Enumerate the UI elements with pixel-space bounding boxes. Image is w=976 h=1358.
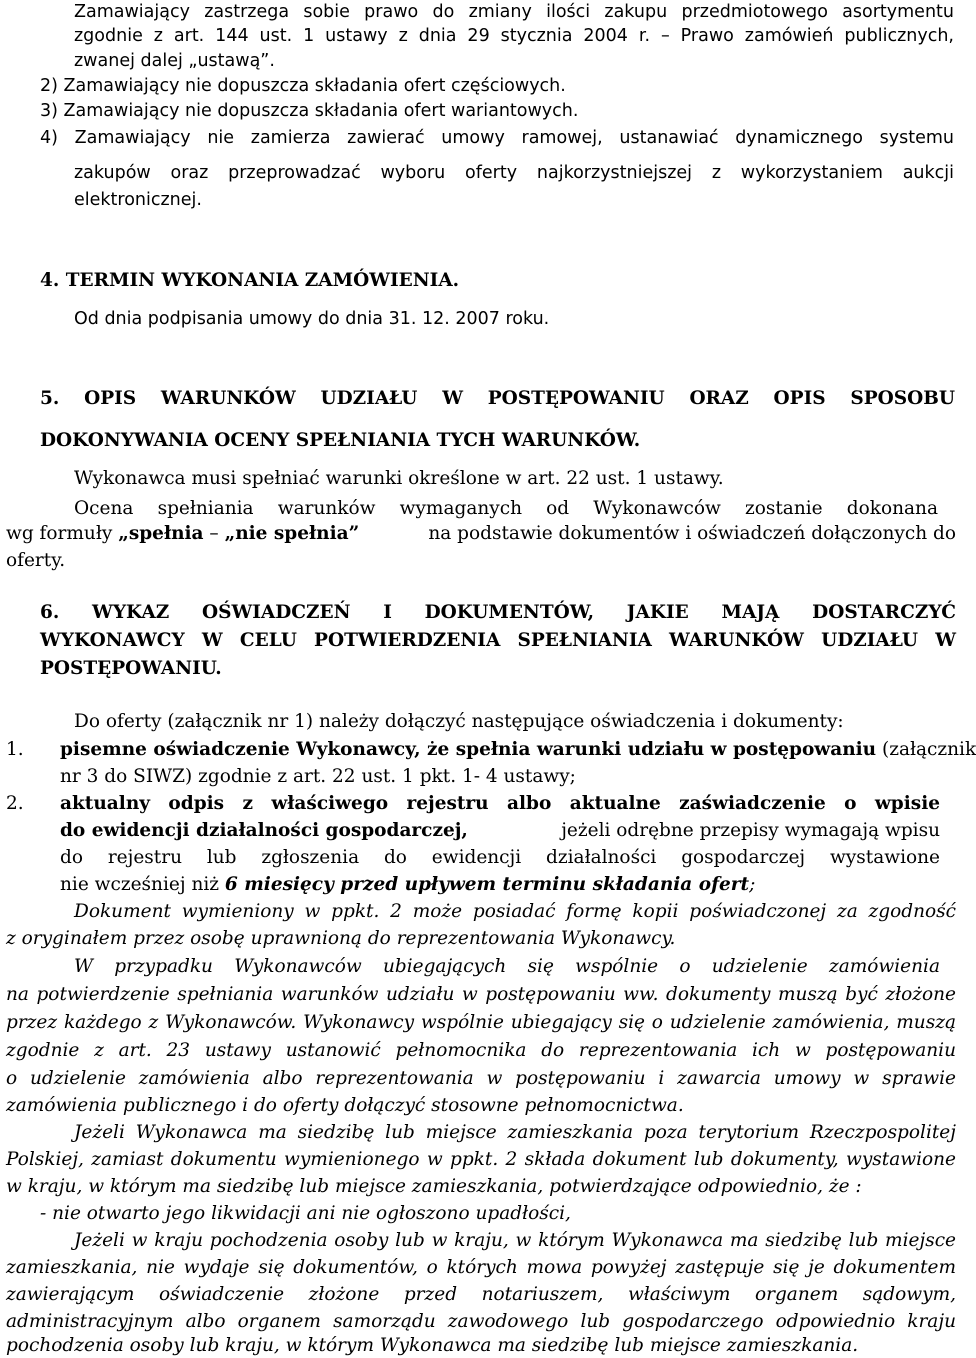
section-heading: 4. TERMIN WYKONANIA ZAMÓWIENIA. xyxy=(40,270,460,291)
text-line: oferty. xyxy=(6,550,66,571)
text-line: w kraju, w którym ma siedzibę lub miejsce zamieszkania, potwierdzające odpowiednio, że : xyxy=(6,1176,862,1197)
text-line: Do oferty (załącznik nr 1) należy dołączyć następujące oświadczenia i dokumenty: xyxy=(74,711,844,732)
text-span: (załącznik xyxy=(876,739,976,760)
bold-span: pisemne oświadczenie Wykonawcy, że spełnia warunki udziału w postępowaniu xyxy=(60,739,877,760)
text-span: nie wcześniej niż xyxy=(60,874,225,895)
bold-italic-span: 6 miesięcy przed upływem terminu składania ofert xyxy=(224,874,750,895)
section-heading: POSTĘPOWANIU. xyxy=(40,658,222,679)
text-line: Polskiej, zamiast dokumentu wymienionego w ppkt. 2 składa dokument lub dokumenty, wystawione xyxy=(6,1149,956,1170)
text-line: pochodzenia osoby lub kraju, w którym Wykonawca ma siedzibę lub miejsce zamieszkania. xyxy=(6,1335,859,1356)
list-item xyxy=(60,819,940,843)
text-line xyxy=(6,522,956,546)
text-line: W przypadku Wykonawców ubiegających się wspólnie o udzielenie zamówienia xyxy=(74,956,940,977)
bold-span: „nie spełnia” xyxy=(224,523,360,544)
text-line: zamówienia publicznego i do oferty dołączyć stosowne pełnomocnictwa. xyxy=(6,1095,684,1116)
text-line: Zamawiający zastrzega sobie prawo do zmiany ilości zakupu przedmiotowego asortymentu xyxy=(74,2,954,22)
list-number: 1. xyxy=(6,739,24,760)
list-item: 3) Zamawiający nie dopuszcza składania ofert wariantowych. xyxy=(40,101,579,121)
text-line: Dokument wymieniony w ppkt. 2 może posiadać formę kopii poświadczonej za zgodność xyxy=(74,901,956,922)
text-line: zakupów oraz przeprowadzać wyboru oferty najkorzystniejszej z wykorzystaniem aukcji xyxy=(74,163,954,183)
text-line: zamieszkania, nie wydaje się dokumentów, o których mowa powyżej zastępuje się je dokumentem xyxy=(6,1257,956,1278)
text-line: na potwierdzenie spełniania warunków udziału w postępowaniu ww. dokumenty muszą być złożone xyxy=(6,984,956,1005)
text-line: elektronicznej. xyxy=(74,190,202,210)
list-item xyxy=(60,738,976,762)
list-number: 2. xyxy=(6,793,24,814)
text-line: Jeżeli Wykonawca ma siedzibę lub miejsce zamieszkania poza terytorium Rzeczpospolitej xyxy=(74,1122,956,1143)
text-line: Ocena spełniania warunków wymaganych od Wykonawców zostanie dokonana xyxy=(74,498,938,519)
text-line: zwanej dalej „ustawą”. xyxy=(74,51,275,71)
text-span: na podstawie dokumentów i oświadczeń dołączonych do xyxy=(428,523,956,544)
text-span: wg formuły xyxy=(6,523,119,544)
section-heading: 6. WYKAZ OŚWIADCZEŃ I DOKUMENTÓW, JAKIE MAJĄ DOSTARCZYĆ xyxy=(40,602,956,623)
list-item: - nie otwarto jego likwidacji ani nie ogłoszono upadłości, xyxy=(40,1203,571,1224)
text-line: z oryginałem przez osobę uprawnioną do reprezentowania Wykonawcy. xyxy=(6,928,676,949)
text-span: ; xyxy=(749,874,756,895)
text-line: administracyjnym albo organem samorządu zawodowego lub gospodarczego odpowiednio kraju xyxy=(6,1311,956,1332)
list-item: 2) Zamawiający nie dopuszcza składania ofert częściowych. xyxy=(40,76,566,96)
list-item: nr 3 do SIWZ) zgodnie z art. 22 ust. 1 pkt. 1- 4 ustawy; xyxy=(60,766,576,787)
list-item xyxy=(60,873,755,897)
text-line: przez każdego z Wykonawców. Wykonawcy wspólnie ubiegający się o udzielenie zamówienia, muszą xyxy=(6,1012,956,1033)
text-line: Od dnia podpisania umowy do dnia 31. 12. 2007 roku. xyxy=(74,309,550,329)
bold-span: „spełnia xyxy=(118,523,204,544)
section-heading: 5. OPIS WARUNKÓW UDZIAŁU W POSTĘPOWANIU ORAZ OPIS SPOSOBU xyxy=(40,388,955,409)
text-span: – xyxy=(203,523,225,544)
section-heading: WYKONAWCY W CELU POTWIERDZENIA SPEŁNIANIA WARUNKÓW UDZIAŁU W xyxy=(40,630,956,651)
list-item: 4) Zamawiający nie zamierza zawierać umowy ramowej, ustanawiać dynamicznego systemu xyxy=(40,128,954,148)
text-line: zgodnie z art. 23 ustawy ustanowić pełnomocnika do reprezentowania ich w postępowaniu xyxy=(6,1040,956,1061)
section-heading: DOKONYWANIA OCENY SPEŁNIANIA TYCH WARUNKÓW. xyxy=(40,430,641,451)
list-item: aktualny odpis z właściwego rejestru albo aktualne zaświadczenie o wpisie xyxy=(60,793,940,814)
list-item: do rejestru lub zgłoszenia do ewidencji działalności gospodarczej wystawione xyxy=(60,847,940,868)
text-line: o udzielenie zamówienia albo reprezentowania w postępowaniu i zawarcia umowy w sprawie xyxy=(6,1068,956,1089)
text-line: Jeżeli w kraju pochodzenia osoby lub w kraju, w którym Wykonawca ma siedzibę lub miejsce xyxy=(74,1230,956,1251)
text-line: zgodnie z art. 144 ust. 1 ustawy z dnia 29 stycznia 2004 r. – Prawo zamówień publicznych, xyxy=(74,26,954,46)
bold-span: do ewidencji działalności gospodarczej, xyxy=(60,820,468,841)
text-span: jeżeli odrębne przepisy wymagają wpisu xyxy=(561,820,940,841)
text-line: Wykonawca musi spełniać warunki określone w art. 22 ust. 1 ustawy. xyxy=(74,468,724,489)
text-line: zawierającym oświadczenie złożone przed notariuszem, właściwym organem sądowym, xyxy=(6,1284,956,1305)
